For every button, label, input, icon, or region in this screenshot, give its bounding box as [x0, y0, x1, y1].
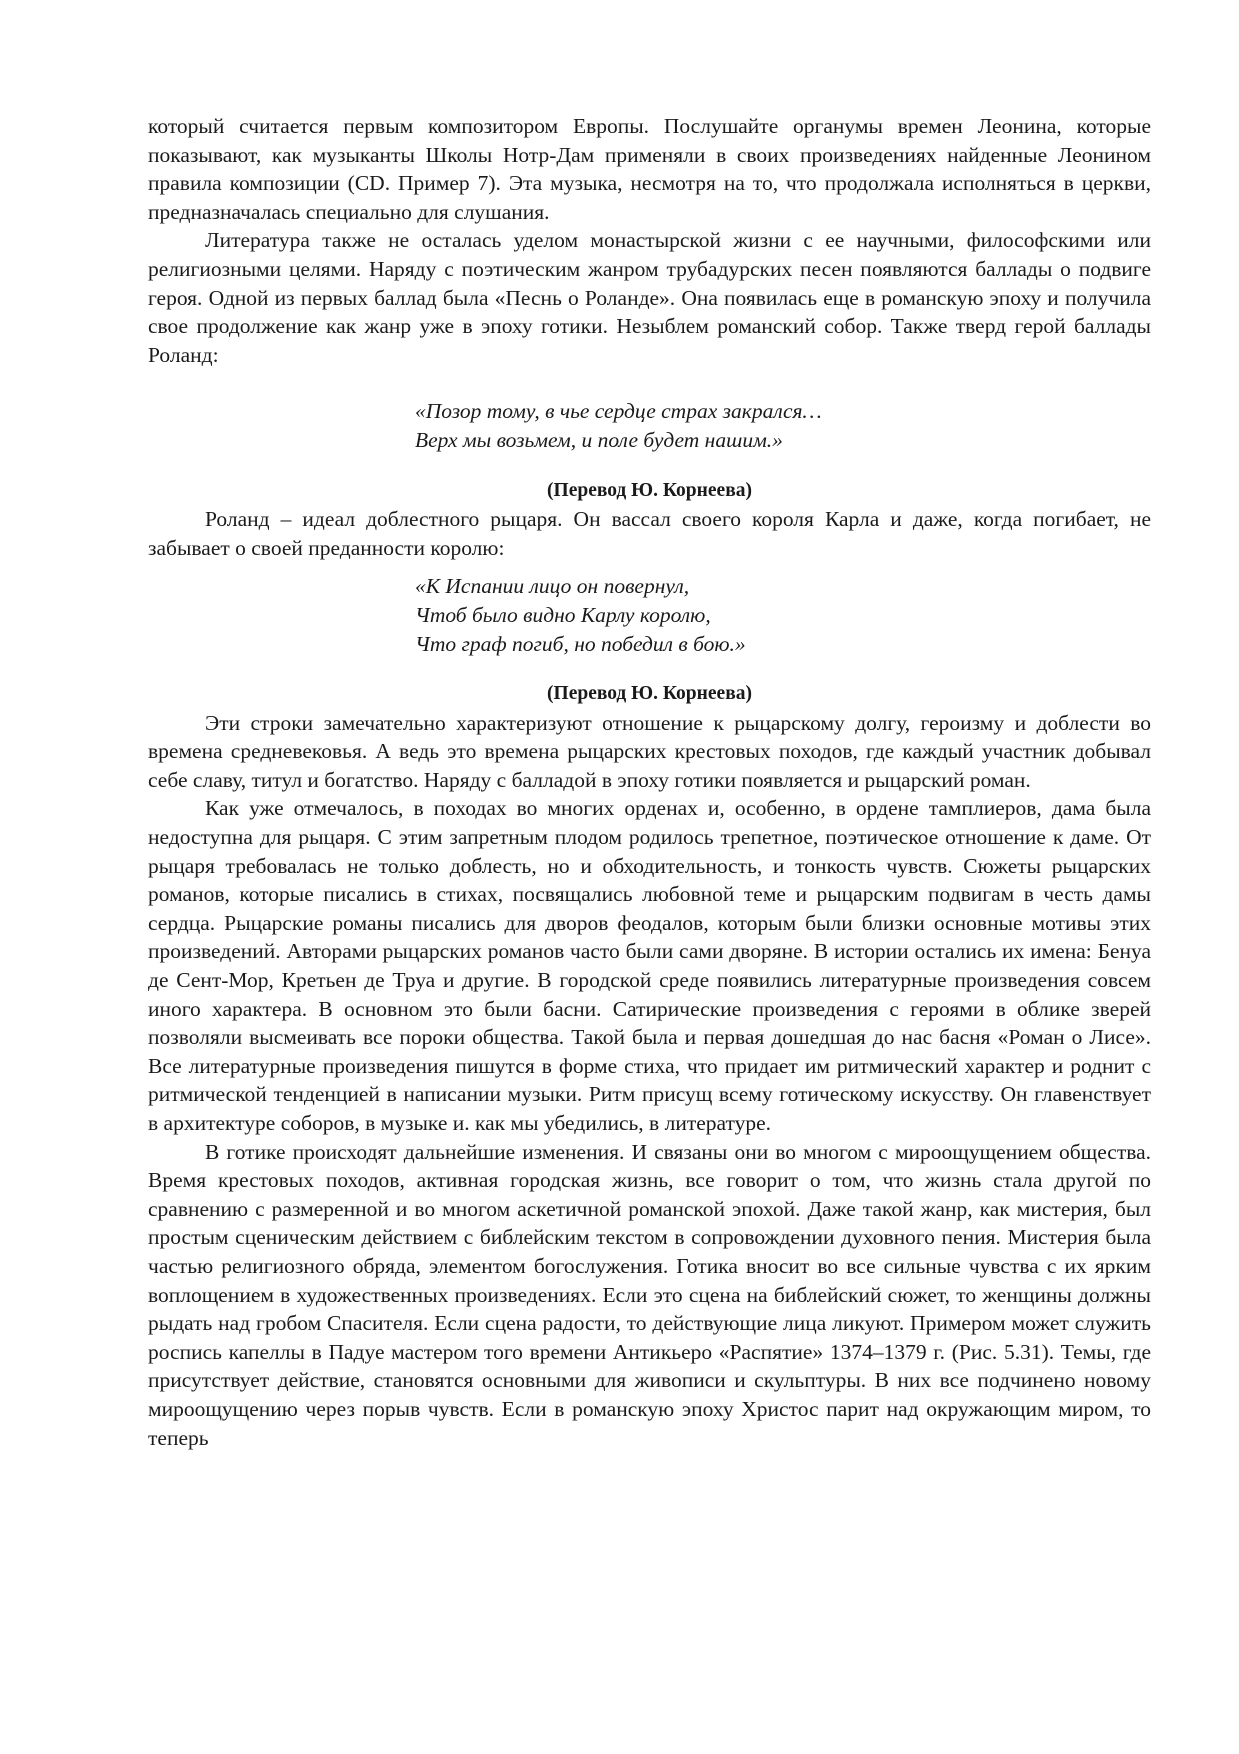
paragraph: Литература также не осталась уделом монастырской жизни с ее научными, философскими или религиозными целями. Наряду с поэтическим жанром трубадурских песен появляются баллады о подвиге героя. Одной из первых баллад была «Песнь о Роланде». Она появилась еще в романскую эпоху и получила свое продолжение как жанр уже в эпоху готики. Незыблем романский собор. Также тверд герой баллады Роланд: — [148, 228, 1151, 367]
translation-credit: (Перевод Ю. Корнеева) — [547, 683, 752, 705]
spacer — [148, 369, 1151, 397]
verse-line: Что граф погиб, но победил в бою.» — [415, 631, 746, 656]
verse-line: «К Испании лицо он повернул, — [415, 574, 690, 599]
paragraph: Роланд – идеал доблестного рыцаря. Он вассал своего короля Карла и даже, когда погибает, не забывает о своей преданности королю: — [148, 507, 1151, 560]
verse-quote — [148, 572, 1151, 658]
paragraph: Эти строки замечательно характеризуют отношение к рыцарскому долгу, героизму и доблести во времена средневековья. А ведь это времена рыцарских крестовых походов, где каждый участник добывал себе славу, титул и богатство. Наряду с балладой в эпоху готики появляется и рыцарский роман. — [148, 710, 1151, 792]
spacer — [148, 658, 1151, 680]
spacer — [148, 562, 1151, 572]
paragraph: В готике происходят дальнейшие изменения. И связаны они во многом с мироощущением общества. Время крестовых походов, активная городская жизнь, все говорит о том, что жизнь стала другой по сравнению с размеренной и во многом аскетичной романской эпохой. Даже такой жанр, как мистерия, был простым сценическим действием с библейским текстом в сопровождении духовного пения. Мистерия была частью религиозного обряда, элементом богослужения. Готика вносит во все сильные чувства с их ярким воплощением в художественных произведениях. Если это сцена на библейский сюжет, то женщины должны рыдать над гробом Спасителя. Если сцена радости, то действующие лица ликуют. Примером может служить роспись капеллы в Падуе мастером того времени Антикьеро «Распятие» 1374–1379 г. (Рис. 5.31). Темы, где присутствует действие, становятся основными для живописи и скульптуры. В них все подчинено новому мироощущению через порыв чувств. Если в романскую эпоху Христос парит над окружающим миром, то теперь — [148, 1139, 1151, 1450]
verse-quote — [148, 397, 1151, 454]
verse-line: Верх мы возьмем, и поле будет нашим.» — [415, 427, 783, 452]
verse-line: «Позор тому, в чье сердце страх закрался… — [415, 399, 822, 424]
paragraph: Как уже отмечалось, в походах во многих орденах и, особенно, в ордене тамплиеров, дама была недоступна для рыцаря. С этим запретным плодом родилось трепетное, поэтическое отношение к даме. От рыцаря требовалась не только доблесть, но и обходительность, и тонкость чувств. Сюжеты рыцарских романов, которые писались в стихах, посвящались любовной теме и рыцарским подвигам в честь дамы сердца. Рыцарские романы писались для дворов феодалов, которым были близки основные мотивы этих произведений. Авторами рыцарских романов часто были сами дворяне. В истории остались их имена: Бенуа де Сент-Мор, Кретьен де Труа и другие. В городской среде появились литературные произведения совсем иного характера. В основном это были басни. Сатирические произведения с героями в облике зверей позволяли высмеивать все пороки общества. Такой была и первая дошедшая до нас басня «Роман о Лисе». Все литературные произведения пишутся в форме стиха, что придает им ритмический характер и роднит с ритмической тенденцией в написании музыки. Ритм присущ всему готическому искусству. Он главенствует в архитектуре соборов, в музыке и. как мы убедились, в литературе. — [148, 796, 1151, 1135]
verse-line: Чтоб было видно Карлу королю, — [415, 602, 711, 627]
document-page — [148, 112, 1151, 1452]
paragraph: который считается первым композитором Европы. Послушайте органумы времен Леонина, которые показывают, как музыканты Школы Нотр-Дам применяли в своих произведениях найденные Леонином правила композиции (CD. Пример 7). Эта музыка, несмотря на то, что продолжала исполняться в церкви, предназначалась специально для слушания. — [148, 114, 1151, 224]
spacer — [148, 455, 1151, 477]
translation-credit: (Перевод Ю. Корнеева) — [547, 479, 752, 501]
